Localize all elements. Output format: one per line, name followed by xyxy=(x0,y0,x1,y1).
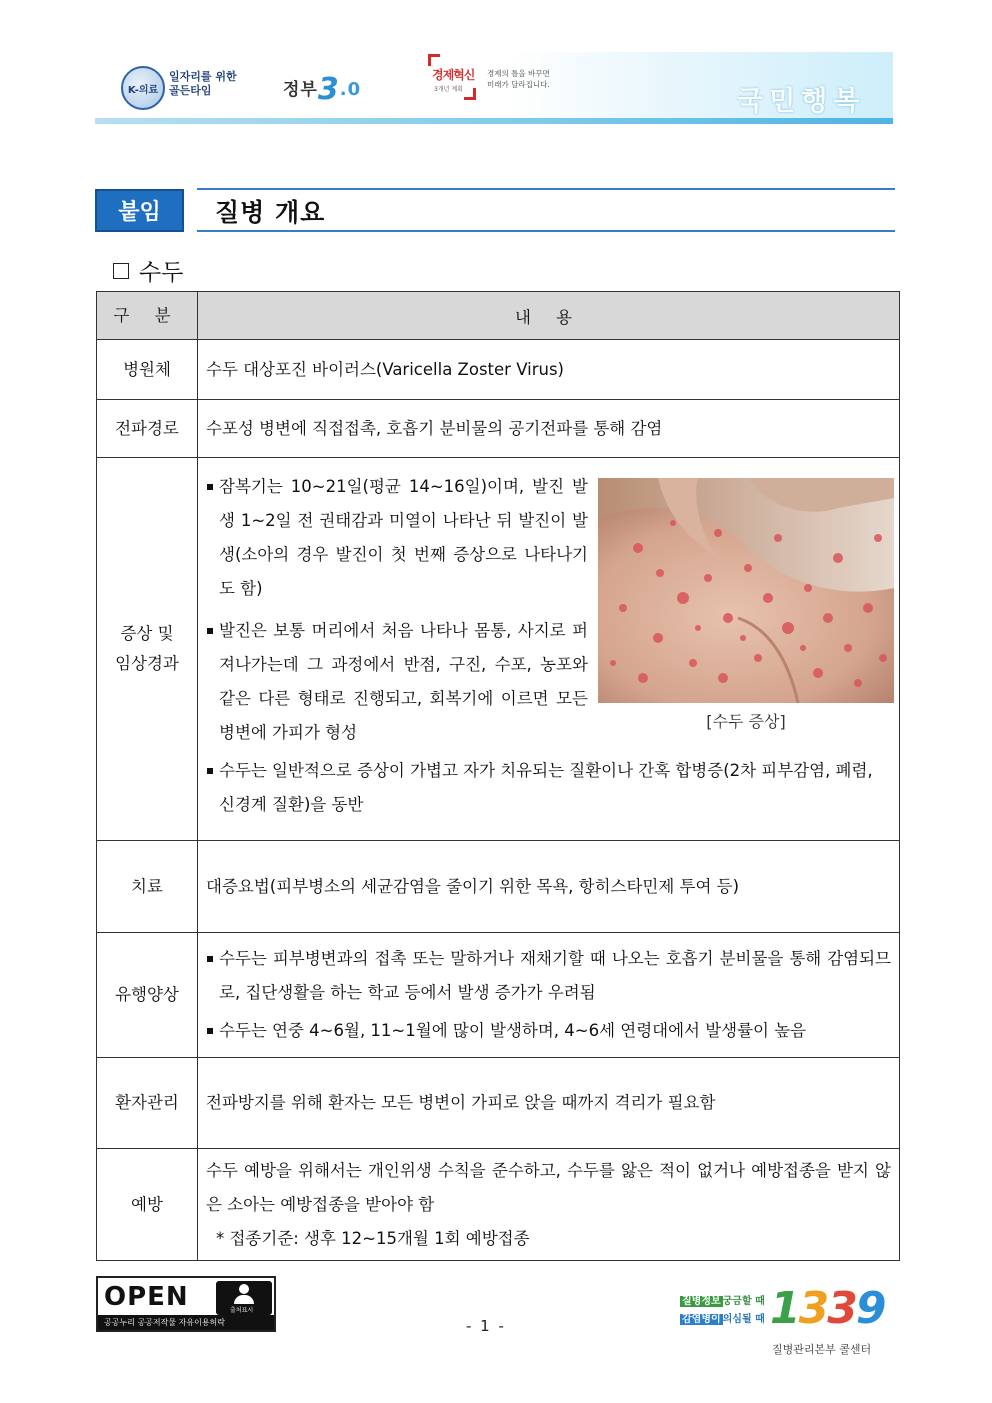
kcdc-tag2-highlight: 감염병이 xyxy=(682,1314,721,1325)
kmed-slogan-line2: 골든타임 xyxy=(169,84,212,97)
row-label-patient-management: 환자관리 xyxy=(97,1058,198,1149)
row-label-pathogen: 병원체 xyxy=(97,340,198,400)
row-label-symptom xyxy=(97,458,198,841)
innovation-slogan-line1: 경제의 틀을 바꾸면 xyxy=(487,69,550,78)
gov30-number: 3 xyxy=(317,72,340,107)
column-header-content: 내 용 xyxy=(198,292,900,340)
photo-caption: [수두 증상] xyxy=(706,712,786,731)
rash-illustration xyxy=(598,478,894,703)
table-row-pathogen xyxy=(97,340,900,400)
symptom-bullet-incubation: 잠복기는 10~21일(평균 14~16일)이며, 발진 발생 1~2일 전 권태감과 미열이 나타난 뒤 발진이 발생(소아의 경우 발진이 첫 번째 증상으로 나타나기도 함) xyxy=(206,470,588,606)
title-rule-top xyxy=(197,188,895,190)
kcdc-tag2-rest: 의심될 때 xyxy=(722,1314,765,1325)
title-rule-bottom xyxy=(197,230,895,232)
row-label-treatment: 치료 xyxy=(97,841,198,933)
column-header-category: 구 분 xyxy=(97,292,198,340)
hotline-digit-4: 9 xyxy=(855,1283,885,1334)
innovation-slogan-line2: 미래가 달라집니다. xyxy=(487,80,550,89)
row-content-treatment: 대증요법(피부병소의 세균감염을 줄이기 위한 목욕, 항히스타민제 투여 등) xyxy=(198,841,900,933)
header-rule xyxy=(95,118,893,124)
page-number: - 1 - xyxy=(466,1317,506,1335)
table-row-symptom xyxy=(97,458,900,841)
attachment-badge: 붙임 xyxy=(95,189,184,232)
gov30-suffix: .0 xyxy=(339,79,362,100)
hotline-digit-1: 1 xyxy=(770,1283,799,1334)
innovation-corner-tl xyxy=(428,54,440,66)
economic-innovation-logo xyxy=(428,54,476,100)
innovation-corner-br xyxy=(464,88,476,100)
table-row-route xyxy=(97,400,900,458)
row-content-route: 수포성 병변에 직접접촉, 호흡기 분비물의 공기전파를 통해 감염 xyxy=(198,400,900,458)
kcdc-call-center-label: 질병관리본부 콜센터 xyxy=(772,1343,872,1356)
row-label-epidemiology: 유행양상 xyxy=(97,933,198,1058)
open-text: OPEN xyxy=(104,1282,189,1312)
table-header-row xyxy=(97,292,900,340)
gov30-prefix: 정부 xyxy=(283,80,318,100)
table-row-prevention xyxy=(97,1149,900,1261)
row-content-pathogen: 수두 대상포진 바이러스(Varicella Zoster Virus) xyxy=(198,340,900,400)
kcdc-tag-line1 xyxy=(680,1295,765,1309)
kmed-logo xyxy=(121,66,165,110)
symptom-bullets xyxy=(206,470,588,750)
row-label-symptom-line2: 임상경과 xyxy=(115,654,179,673)
national-happiness-label: 국민행복 xyxy=(737,86,866,117)
square-bullet-icon xyxy=(113,263,129,279)
prevention-text: 수두 예방을 위해서는 개인위생 수칙을 준수하고, 수두를 앓은 적이 없거나 예방접종을 받지 않은 소아는 예방접종을 받아야 함 xyxy=(206,1160,891,1214)
hotline-digit-3: 3 xyxy=(827,1283,856,1334)
page-title: 질병 개요 xyxy=(215,198,326,227)
innovation-word: 경제혁신 xyxy=(432,68,475,82)
kcdc-tag-line2 xyxy=(680,1313,765,1327)
disease-subhead xyxy=(113,254,183,287)
table-row-treatment xyxy=(97,841,900,933)
table-row-patient-management xyxy=(97,1058,900,1149)
header-banner xyxy=(95,52,893,124)
row-label-route: 전파경로 xyxy=(97,400,198,458)
disease-overview-table xyxy=(96,291,900,1261)
symptom-block xyxy=(198,458,899,840)
row-content-symptom xyxy=(198,458,900,841)
row-label-symptom-line1: 증상 및 xyxy=(120,624,174,643)
row-content-epidemiology xyxy=(198,933,900,1058)
kogl-open-logo xyxy=(96,1276,276,1332)
row-label-prevention: 예방 xyxy=(97,1149,198,1261)
innovation-plan: 3개년 계획 xyxy=(434,86,463,93)
epidemiology-bullet-season: 수두는 연중 4~6월, 11~1월에 많이 발생하며, 4~6세 연령대에서 발생률이 높음 xyxy=(206,1014,891,1048)
kogl-strip: 공공누리 공공저작물 자유이용허락 xyxy=(98,1315,274,1330)
symptom-bullet-complications: 수두는 일반적으로 증상이 가볍고 자가 치유되는 질환이나 간혹 합병증(2차 피부감염, 폐렴, 신경계 질환)을 동반 xyxy=(206,754,892,822)
person-body-icon xyxy=(234,1295,254,1304)
chickenpox-rash-photo xyxy=(598,478,894,703)
innovation-slogan xyxy=(487,68,550,90)
table-row-epidemiology xyxy=(97,933,900,1058)
kcdc-1339-logo xyxy=(676,1283,896,1363)
attribution-label: 출처표시 xyxy=(230,1307,254,1314)
row-content-prevention xyxy=(198,1149,900,1261)
kcdc-tag1-rest: 궁금할 때 xyxy=(722,1296,765,1307)
person-head-icon xyxy=(239,1284,249,1294)
disease-name: 수두 xyxy=(139,260,184,286)
kmed-slogan-line1: 일자리를 위한 xyxy=(169,70,237,83)
row-content-patient-management: 전파방지를 위해 환자는 모든 병변이 가피로 앉을 때까지 격리가 필요함 xyxy=(198,1058,900,1149)
kmed-logo-text: K-의료 xyxy=(127,84,159,96)
vaccination-note: * 접종기준: 생후 12~15개월 1회 예방접종 xyxy=(216,1228,530,1248)
epidemiology-bullet-transmission: 수두는 피부병변과의 접촉 또는 말하거나 재채기할 때 나오는 호흡기 분비물을 통해 감염되므로, 집단생활을 하는 학교 등에서 발생 증가가 우려됨 xyxy=(206,942,891,1010)
hotline-digit-2: 3 xyxy=(798,1283,828,1334)
symptom-bullet-rash: 발진은 보통 머리에서 처음 나타나 몸통, 사지로 퍼져나가는데 그 과정에서 반점, 구진, 수포, 농포와 같은 다른 형태로 진행되고, 회복기에 이르면 모든 병변에 가피가 형성 xyxy=(206,614,588,750)
hotline-number xyxy=(770,1283,885,1334)
kmed-slogan xyxy=(169,70,237,98)
gov30-logo xyxy=(283,68,362,107)
kcdc-tag1-highlight: 질병정보 xyxy=(682,1296,721,1307)
